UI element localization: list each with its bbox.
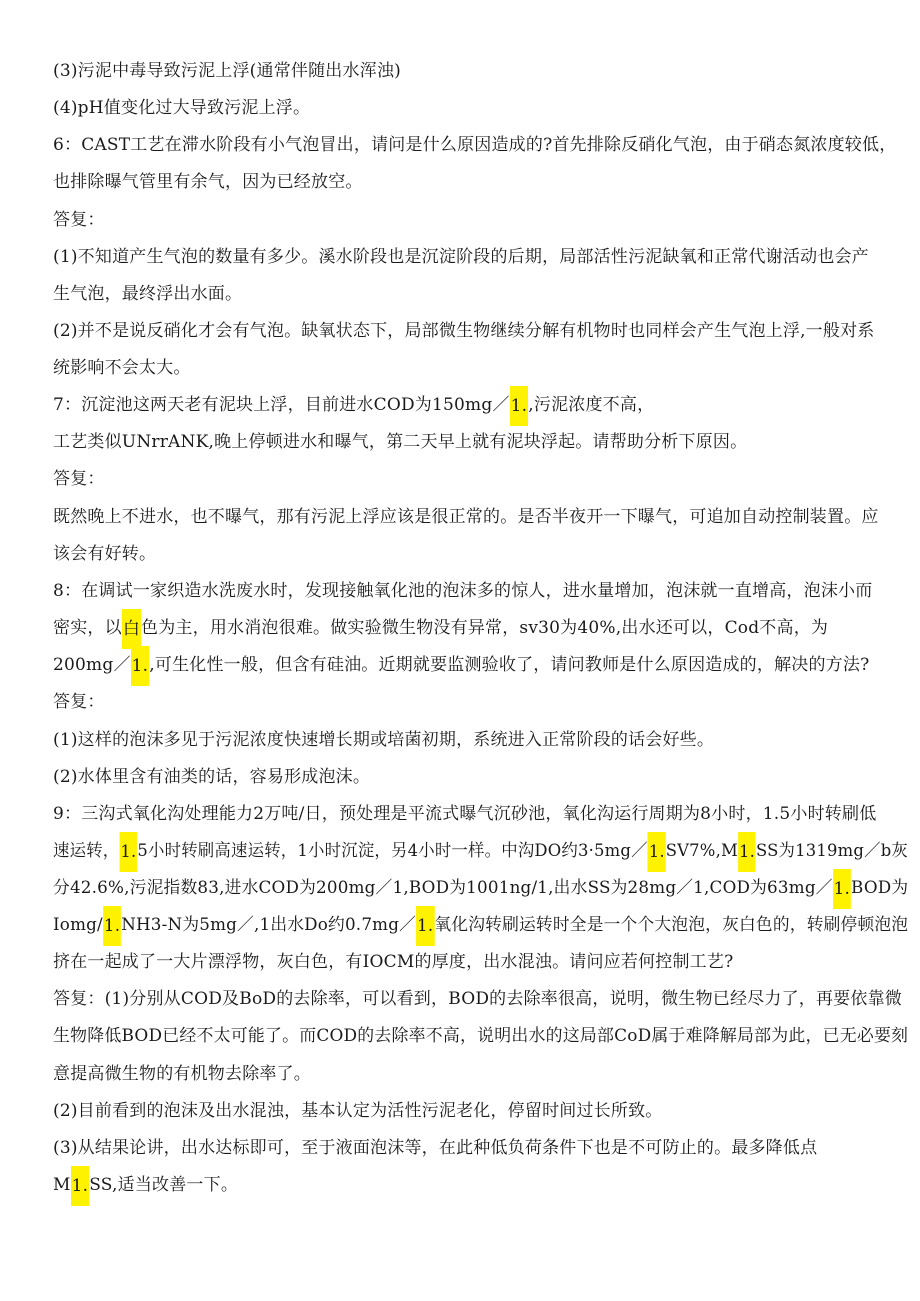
text-line xyxy=(53,394,654,417)
highlight-mark: 白 xyxy=(122,609,141,649)
text-run: 200mg／ xyxy=(53,655,131,675)
text-line xyxy=(53,1063,311,1085)
text-run: BOD为 xyxy=(851,878,909,898)
text-line xyxy=(53,877,908,900)
text-run: (2)目前看到的泡沫及出水混浊，基本认定为活性污泥老化，停留时间过长所致。 xyxy=(53,1101,663,1121)
text-line xyxy=(53,988,902,1010)
text-line xyxy=(53,506,879,528)
text-line xyxy=(53,134,896,156)
text-line xyxy=(53,766,370,788)
text-line xyxy=(53,914,908,937)
text-run: (2)水体里含有油类的话，容易形成泡沫。 xyxy=(53,767,371,787)
text-run: 密实，以 xyxy=(53,618,122,638)
text-line xyxy=(53,1137,817,1159)
text-run: SS为1319mg／b灰 xyxy=(755,841,908,861)
text-run: SS,适当改善一下。 xyxy=(89,1175,239,1195)
text-line xyxy=(53,1025,908,1047)
text-run: 统影响不会太大。 xyxy=(53,358,191,378)
text-run: 速运转， xyxy=(53,841,120,861)
text-line xyxy=(53,1100,662,1122)
text-run: 6：CAST工艺在滞水阶段有小气泡冒出，请问是什么原因造成的?首先排除反硝化气泡，由于硝态氮浓度较低， xyxy=(53,135,897,155)
text-line xyxy=(53,320,874,342)
text-line xyxy=(53,60,401,82)
highlight-mark: 1. xyxy=(71,1166,90,1206)
text-run: 该会有好转。 xyxy=(53,544,157,564)
highlight-mark: 1. xyxy=(103,906,121,946)
text-run: 7：沉淀池这两天老有泥块上浮，目前进水COD为150mg／ xyxy=(53,395,510,415)
text-run: 答复：(1)分别从COD及BoD的去除率，可以看到，BOD的去除率很高，说明，微生物已经尽力了，再要依靠微 xyxy=(53,989,902,1009)
text-run: 9：三沟式氧化沟处理能力2万吨/日，预处理是平流式曝气沉砂池，氧化沟运行周期为8小时，1.5小时转刷低 xyxy=(53,804,877,824)
text-run: (1)不知道产生气泡的数量有多少。溪水阶段也是沉淀阶段的后期，局部活性污泥缺氧和正常代谢活动也会产 xyxy=(53,247,869,267)
text-run: 既然晚上不进水，也不曝气，那有污泥上浮应该是很正常的。是否半夜开一下曝气，可追加自动控制装置。应 xyxy=(53,507,879,527)
text-run: Iomg/ xyxy=(53,915,103,935)
text-line xyxy=(53,97,310,119)
text-run: (2)并不是说反硝化才会有气泡。缺氧状态下，局部微生物继续分解有机物时也同样会产生气泡上浮,一般对系 xyxy=(53,321,875,341)
text-line xyxy=(53,840,908,863)
highlight-mark: 1. xyxy=(738,832,756,872)
text-line xyxy=(53,246,869,268)
text-line xyxy=(53,283,242,305)
text-run: 生气泡，最终浮出水面。 xyxy=(53,284,243,304)
text-run: 工艺类似UNrrANK,晚上停顿进水和曝气，第二天早上就有泥块浮起。请帮助分析下原因。 xyxy=(53,432,748,452)
text-run: (4)pH值变化过大导致污泥上浮。 xyxy=(53,98,311,118)
text-run: SV7%,M xyxy=(665,841,738,861)
highlight-mark: 1. xyxy=(833,869,851,909)
text-line xyxy=(53,209,105,231)
text-line xyxy=(53,468,105,490)
text-run: 答复： xyxy=(53,692,105,712)
text-run: 意提高微生物的有机物去除率了。 xyxy=(53,1064,311,1084)
text-line xyxy=(53,729,714,751)
text-run: 色为主，用水消泡很难。做实验微生物没有异常，sv30为40%,出水还可以，Cod不高，为 xyxy=(141,618,829,638)
text-line xyxy=(53,803,876,825)
text-line xyxy=(53,543,156,565)
text-line xyxy=(53,691,105,713)
text-run: 答复： xyxy=(53,469,105,489)
text-run: 也排除曝气管里有余气，因为已经放空。 xyxy=(53,172,363,192)
text-line xyxy=(53,1174,238,1197)
text-run: ,污泥浓度不高， xyxy=(528,395,655,415)
text-run: (3)污泥中毒导致污泥上浮(通常伴随出水浑浊) xyxy=(53,61,401,81)
text-run: 答复： xyxy=(53,210,105,230)
highlight-mark: 1. xyxy=(416,906,434,946)
text-run: 挤在一起成了一大片漂浮物，灰白色，有IOCM的厚度，出水混浊。请问应若何控制工艺? xyxy=(53,952,734,972)
highlight-mark: 1. xyxy=(648,832,666,872)
text-line xyxy=(53,654,869,677)
text-line xyxy=(53,580,872,602)
text-run: M xyxy=(53,1175,71,1195)
text-run: NH3-N为5mg／,1出水Do约0.7mg／ xyxy=(121,915,417,935)
text-line xyxy=(53,171,363,193)
text-run: ,可生化性一般，但含有硅油。近期就要监测验收了，请问教师是什么原因造成的，解决的方法? xyxy=(149,655,870,675)
text-run: 8：在调试一家织造水洗废水时，发现接触氧化池的泡沫多的惊人，进水量增加，泡沫就一直增高，泡沫小而 xyxy=(53,581,873,601)
text-line xyxy=(53,951,733,973)
text-run: 分42.6%,污泥指数83,进水COD为200mg／1,BOD为1001ng/1,出水SS为28mg／1,COD为63mg／ xyxy=(53,878,833,898)
text-line xyxy=(53,431,747,453)
text-run: 氧化沟转刷运转时全是一个个大泡泡，灰白色的，转刷停顿泡泡 xyxy=(434,915,909,935)
highlight-mark: 1. xyxy=(131,646,150,686)
highlight-mark: 1. xyxy=(510,386,529,426)
text-run: 生物降低BOD已经不太可能了。而COD的去除率不高，说明出水的这局部CoD属于难降解局部为此，已无必要刻 xyxy=(53,1026,909,1046)
highlight-mark: 1. xyxy=(119,832,137,872)
text-line xyxy=(53,617,828,640)
text-run: 5小时转刷高速运转，1小时沉淀，另4小时一样。中沟DO约3·5mg／ xyxy=(137,841,648,861)
text-run: (1)这样的泡沫多见于污泥浓度快速增长期或培菌初期，系统进入正常阶段的话会好些。 xyxy=(53,730,715,750)
text-run: (3)从结果论讲，出水达标即可，至于液面泡沫等，在此种低负荷条件下也是不可防止的。最多降低点 xyxy=(53,1138,818,1158)
text-line xyxy=(53,357,191,379)
